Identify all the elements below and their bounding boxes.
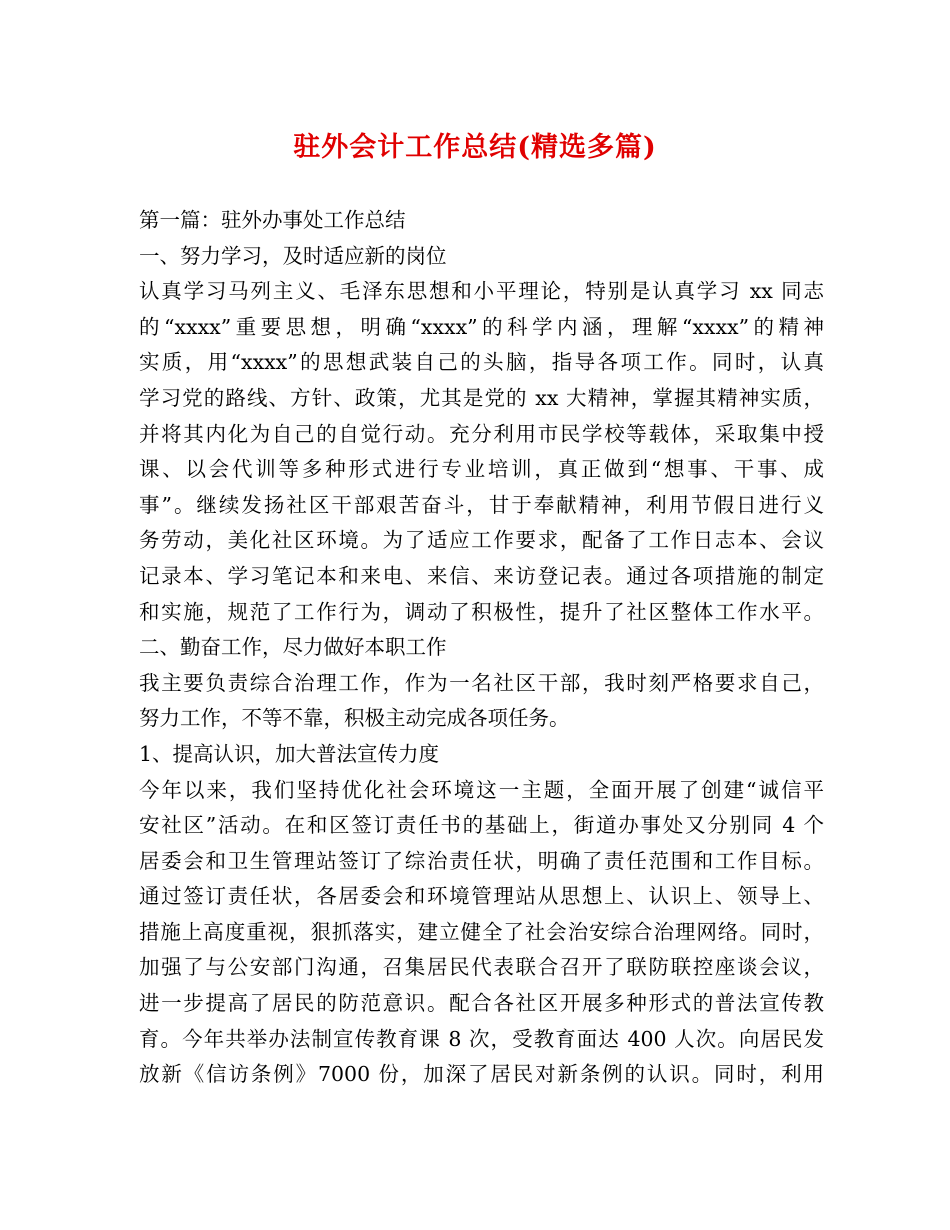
text-line: 育。今年共举办法制宣传教育课 8 次，受教育面达 400 人次。向居民发 (139, 1026, 824, 1051)
document-title: 驻外会计工作总结(精选多篇) (293, 132, 657, 163)
text-line: 加强了与公安部门沟通，召集居民代表联合召开了联防联控座谈会议， (139, 955, 824, 980)
text-line: 认真学习马列主义、毛泽东思想和小平理论，特别是认真学习 xx 同志 (139, 279, 824, 304)
text-line: 的“xxxx”重要思想，明确“xxxx”的科学内涵，理解“xxxx”的精神 (139, 314, 824, 339)
text-line: 1、提高认识，加大普法宣传力度 (139, 741, 440, 766)
text-line: 我主要负责综合治理工作，作为一名社区干部，我时刻严格要求自己， (139, 670, 824, 695)
text-line: 事”。继续发扬社区干部艰苦奋斗，甘于奉献精神，利用节假日进行义 (139, 492, 824, 517)
text-line: 今年以来，我们坚持优化社会环境这一主题，全面开展了创建“诚信平 (139, 777, 824, 802)
text-line: 安社区”活动。在和区签订责任书的基础上，街道办事处又分别同 4 个 (139, 813, 824, 838)
text-line: 实质，用“xxxx”的思想武装自己的头脑，指导各项工作。同时，认真 (139, 350, 824, 375)
document-body (139, 203, 824, 1093)
text-line: 通过签订责任状，各居委会和环境管理站从思想上、认识上、领导上、 (139, 884, 824, 909)
text-line: 务劳动，美化社区环境。为了适应工作要求，配备了工作日志本、会议 (139, 528, 824, 553)
text-line: 努力工作，不等不靠，积极主动完成各项任务。 (139, 706, 570, 731)
text-line: 并将其内化为自己的自觉行动。充分利用市民学校等载体，采取集中授 (139, 421, 824, 446)
text-line: 第一篇：驻外办事处工作总结 (139, 208, 406, 232)
text-line: 学习党的路线、方针、政策，尤其是党的 xx 大精神，掌握其精神实质， (139, 385, 824, 410)
text-line: 二、勤奋工作，尽力做好本职工作 (139, 635, 447, 660)
text-line: 一、努力学习，及时适应新的岗位 (139, 243, 447, 268)
text-line: 居委会和卫生管理站签订了综治责任状，明确了责任范围和工作目标。 (139, 848, 824, 873)
text-line: 进一步提高了居民的防范意识。配合各社区开展多种形式的普法宣传教 (139, 991, 824, 1016)
text-line: 措施上高度重视，狠抓落实，建立健全了社会治安综合治理网络。同时， (139, 919, 824, 944)
text-line: 课、以会代训等多种形式进行专业培训，真正做到“想事、干事、成 (139, 457, 824, 482)
text-line: 记录本、学习笔记本和来电、来信、来访登记表。通过各项措施的制定 (139, 563, 824, 588)
text-line: 和实施，规范了工作行为，调动了积极性，提升了社区整体工作水平。 (139, 599, 824, 624)
text-line: 放新《信访条例》7000 份，加深了居民对新条例的认识。同时，利用 (139, 1062, 824, 1087)
